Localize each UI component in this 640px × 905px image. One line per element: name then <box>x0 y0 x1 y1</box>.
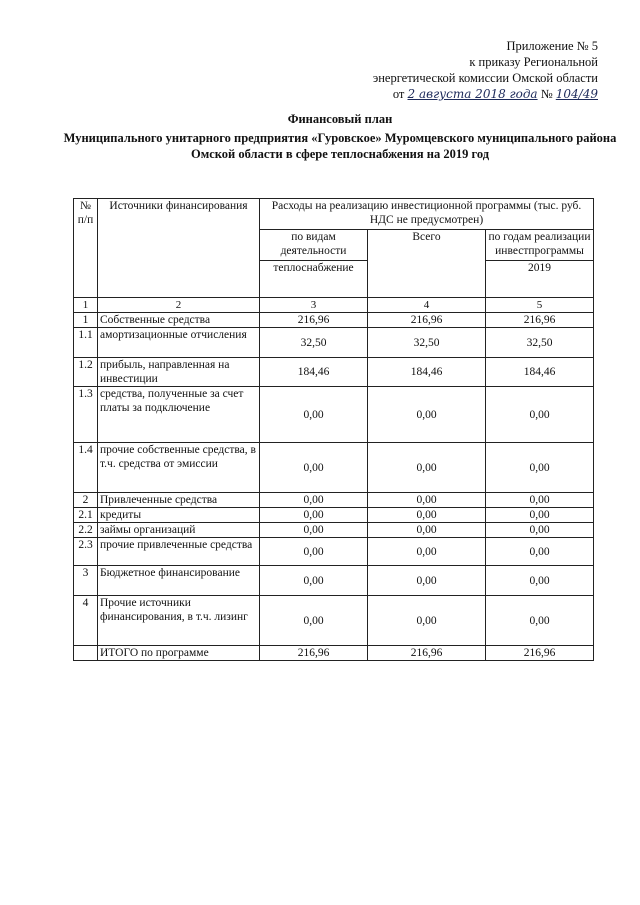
row-source-name: амортизационные отчисления <box>98 328 260 358</box>
row-activity-value: 0,00 <box>260 523 368 538</box>
row-activity-value: 184,46 <box>260 358 368 387</box>
row-number: 2.3 <box>74 538 98 566</box>
header-by-activity: по видам деятельности <box>260 230 368 261</box>
row-number: 2 <box>74 493 98 508</box>
handwritten-date: 2 августа 2018 года <box>407 87 538 101</box>
col-number-2: 2 <box>98 298 260 313</box>
row-activity-value: 0,00 <box>260 443 368 493</box>
appendix-date-line <box>278 86 598 102</box>
total-row-activity: 216,96 <box>260 646 368 661</box>
row-number: 3 <box>74 566 98 596</box>
row-source-name: кредиты <box>98 508 260 523</box>
table-row <box>74 523 594 538</box>
table-row <box>74 493 594 508</box>
row-year-value: 0,00 <box>486 523 594 538</box>
row-activity-value: 0,00 <box>260 508 368 523</box>
row-source-name: Бюджетное финансирование <box>98 566 260 596</box>
row-total-value: 0,00 <box>368 523 486 538</box>
row-number: 4 <box>74 596 98 646</box>
header-total: Всего <box>368 230 486 298</box>
row-year-value: 0,00 <box>486 596 594 646</box>
table-row <box>74 508 594 523</box>
header-source: Источники финансирования <box>98 199 260 298</box>
col-number-5: 5 <box>486 298 594 313</box>
row-number: 1.4 <box>74 443 98 493</box>
header-year: 2019 <box>486 261 594 298</box>
row-year-value: 0,00 <box>486 508 594 523</box>
header-num: № п/п <box>74 199 98 298</box>
header-by-years: по годам реализации инвестпрограммы <box>486 230 594 261</box>
column-number-row <box>74 298 594 313</box>
row-source-name: Прочие источники финансирования, в т.ч. лизинг <box>98 596 260 646</box>
row-year-value: 0,00 <box>486 387 594 443</box>
row-source-name: средства, полученные за счет платы за подключение <box>98 387 260 443</box>
row-year-value: 0,00 <box>486 566 594 596</box>
row-activity-value: 0,00 <box>260 493 368 508</box>
table-body <box>74 199 594 661</box>
total-row-number <box>74 646 98 661</box>
number-label: № <box>540 87 553 101</box>
table-row <box>74 443 594 493</box>
total-row <box>74 646 594 661</box>
row-activity-value: 0,00 <box>260 596 368 646</box>
row-total-value: 0,00 <box>368 538 486 566</box>
row-number: 1.3 <box>74 387 98 443</box>
row-total-value: 216,96 <box>368 313 486 328</box>
total-row-year: 216,96 <box>486 646 594 661</box>
row-year-value: 0,00 <box>486 538 594 566</box>
table-row <box>74 328 594 358</box>
row-total-value: 0,00 <box>368 387 486 443</box>
appendix-line-2: к приказу Региональной <box>469 55 598 69</box>
row-total-value: 0,00 <box>368 493 486 508</box>
total-row-label: ИТОГО по программе <box>98 646 260 661</box>
row-total-value: 0,00 <box>368 566 486 596</box>
row-total-value: 0,00 <box>368 443 486 493</box>
row-year-value: 0,00 <box>486 493 594 508</box>
row-total-value: 0,00 <box>368 508 486 523</box>
table-row <box>74 313 594 328</box>
col-number-3: 3 <box>260 298 368 313</box>
col-number-1: 1 <box>74 298 98 313</box>
row-activity-value: 32,50 <box>260 328 368 358</box>
row-source-name: Собственные средства <box>98 313 260 328</box>
row-activity-value: 0,00 <box>260 387 368 443</box>
row-source-name: Привлеченные средства <box>98 493 260 508</box>
row-activity-value: 216,96 <box>260 313 368 328</box>
table-row <box>74 387 594 443</box>
row-total-value: 184,46 <box>368 358 486 387</box>
document-title: Финансовый план <box>287 112 393 126</box>
row-number: 1.1 <box>74 328 98 358</box>
row-source-name: прибыль, направленная на инвестиции <box>98 358 260 387</box>
header-expenses-group: Расходы на реализацию инвестиционной программы (тыс. руб. НДС не предусмотрен) <box>260 199 594 230</box>
header-activity: теплоснабжение <box>260 261 368 298</box>
row-year-value: 0,00 <box>486 443 594 493</box>
row-activity-value: 0,00 <box>260 538 368 566</box>
row-source-name: займы организаций <box>98 523 260 538</box>
row-year-value: 184,46 <box>486 358 594 387</box>
row-year-value: 216,96 <box>486 313 594 328</box>
row-number: 2.1 <box>74 508 98 523</box>
header-row-1 <box>74 199 594 230</box>
table-row <box>74 358 594 387</box>
document-subtitle: Муниципального унитарного предприятия «Гуровское» Муромцевского муниципального района Омской области в сфере теплоснабжения на 2019 год <box>63 131 617 161</box>
appendix-line-1: Приложение № 5 <box>506 39 598 53</box>
table-row <box>74 596 594 646</box>
row-source-name: прочие собственные средства, в т.ч. средства от эмиссии <box>98 443 260 493</box>
row-activity-value: 0,00 <box>260 566 368 596</box>
appendix-line-3: энергетической комиссии Омской области <box>372 71 598 85</box>
row-number: 1 <box>74 313 98 328</box>
row-number: 2.2 <box>74 523 98 538</box>
row-total-value: 0,00 <box>368 596 486 646</box>
row-total-value: 32,50 <box>368 328 486 358</box>
row-number: 1.2 <box>74 358 98 387</box>
handwritten-number: 104/49 <box>555 87 598 101</box>
col-number-4: 4 <box>368 298 486 313</box>
table-row <box>74 538 594 566</box>
from-label: от <box>392 87 405 101</box>
row-source-name: прочие привлеченные средства <box>98 538 260 566</box>
appendix-block <box>278 38 598 102</box>
row-year-value: 32,50 <box>486 328 594 358</box>
table-row <box>74 566 594 596</box>
total-row-total: 216,96 <box>368 646 486 661</box>
financial-plan-table <box>73 198 594 661</box>
